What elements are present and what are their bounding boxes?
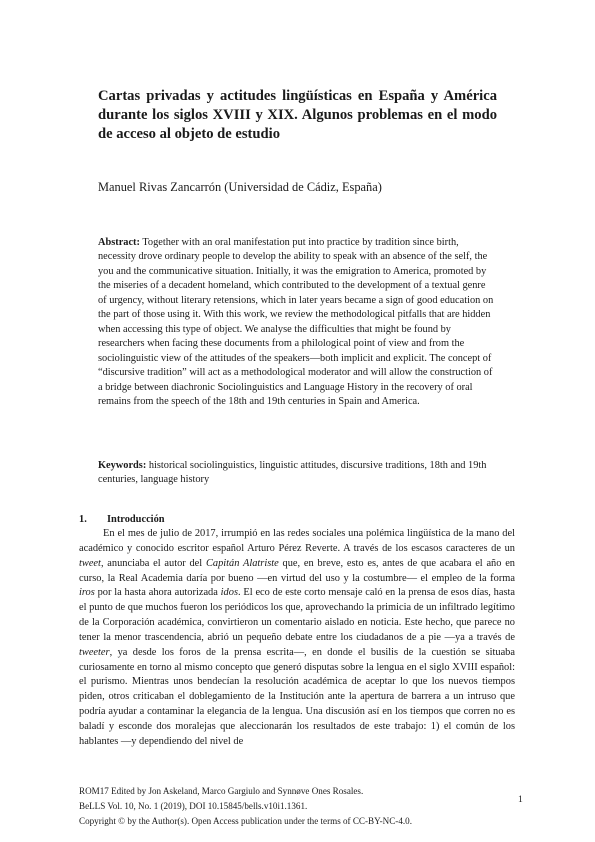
body-italic-capitan: Capitán Alatriste [205,557,279,569]
page-number: 1 [518,794,523,805]
body-italic-idos: idos [220,587,238,599]
body-paragraph [79,527,515,750]
body-text-6: , ya desde los foros de la prensa escrita—, en donde el busilis de la cuestión se situaba curiosamente en torno al mismo concepto que generó disputas sobre la lengua en el siglo XVIII español: el purismo. Mientras unos bendecían la resolución académica de aceptar lo que los nuevos tiempos piden, otros criticaban el doblegamiento de la Institución ante la apertura de barrera a un intruso que podría ayudar a contaminar la elegancia de la lengua. Una discusión así en los tiempos que corren no es baladí y esconde dos moralejas que aleccionarán los resultados de este trabajo: 1) el común de los hablantes —y dependiendo del nivel de [79,646,515,747]
body-text-3: que, en breve, esto es, antes de que acabara el año en curso, la Real Academia daría por bueno —en virtud del uso y la costumbre— el empleo de la forma [79,557,515,584]
keywords-label: Keywords: [98,460,147,471]
author-affiliation: Manuel Rivas Zancarrón (Universidad de Cádiz, España) [98,180,382,194]
footer-journal-doi: BeLLS Vol. 10, No. 1 (2019), DOI 10.15845/bells.v10i1.1361. [79,801,308,812]
section-heading [79,513,165,526]
paper-title: Cartas privadas y actitudes lingüísticas en España y América durante los siglos XVIII y XIX. Algunos problemas en el modo de acceso al objeto de estudio [98,88,497,142]
section-number: 1. [79,514,87,525]
section-title: Introducción [107,514,165,525]
body-text-2: , anunciaba el autor del [100,557,206,569]
body-text-1: En el mes de julio de 2017, irrumpió en las redes sociales una polémica lingüística de la mano del académico y conocido escritor español Arturo Pérez Reverte. A través de los escasos caracteres de un [79,528,515,554]
footer-edited-by: ROM17 Edited by Jon Askeland, Marco Gargiulo and Synnøve Ones Rosales. [79,786,364,796]
abstract-text: Together with an oral manifestation put into practice by tradition since birth, necessity drove ordinary people to develop the ability to speak with an absence of the self, the you and the communicative situation. Initially, it was the emigration to America, promoted by the miseries of a decadent homeland, which contributed to the development of a textual genre of urgency, without literary retensions, which in later years became a sign of good education on the part of those using it. With this work, we review the methodological pitfalls that are hidden when accessing this type of object. We analyse the difficulties that might be found by researchers when facing these documents from a philological point of view and from the sociolinguistic view of the attitudes of the speakers—both implicit and explicit. The concept of “discursive tradition” will act as a methodological moderator and will allow the construction of a bridge between diachronic Sociolinguistics and Language History in the recovery of oral remains from the speech of the 18th and 19th centuries in Spain and America. [98,237,494,407]
keywords [98,459,494,488]
body-italic-tweeter: tweeter [79,646,110,658]
body-text-4: por la hasta ahora autorizada [94,587,221,599]
body-italic-iros: iros [79,587,95,599]
abstract-label: Abstract: [98,237,140,248]
keywords-text: historical sociolinguistics, linguistic attitudes, discursive traditions, 18th and 19th centuries, language history [98,460,487,486]
footer [79,784,509,830]
body-italic-tweet: tweet [79,557,101,569]
abstract [98,236,494,409]
body-text-5: . El eco de este corto mensaje caló en la prensa de esos días, hasta el punto de que muchos fueron los periódicos los que, aprovechando la primicia de un infiltrado legítimo de la Corporación académica, convirtieron un comentario aislado en noticia. Este hecho, que parece no tener la menor trascendencia, abrió un pequeño debate entre los ciudadanos de a pie —ya a través de [79,587,516,643]
footer-copyright: Copyright © by the Author(s). Open Access publication under the terms of CC-BY-NC-4.0. [79,816,412,827]
